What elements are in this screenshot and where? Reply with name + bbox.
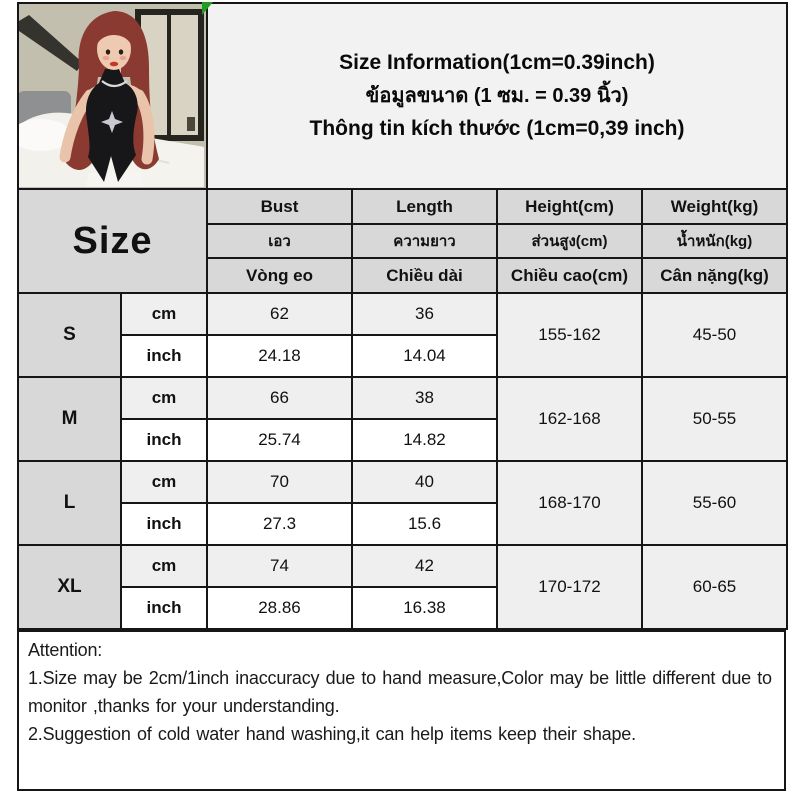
cell-m-weight: 50-55	[642, 377, 787, 461]
header-height-vi: Chiều cao(cm)	[497, 258, 642, 293]
cell-l-cm-length: 40	[352, 461, 497, 503]
cell-m-cm-bust: 66	[207, 377, 352, 419]
unit-cm-l: cm	[121, 461, 207, 503]
header-bust-vi: Vòng eo	[207, 258, 352, 293]
cell-xl-height: 170-172	[497, 545, 642, 629]
page-title-vi: Thông tin kích thước (1cm=0,39 inch)	[309, 117, 685, 141]
header-length-en: Length	[352, 189, 497, 224]
attention-line-1: 1.Size may be 2cm/1inch inaccuracy due to hand measure,Color may be little different due to monitor ,thanks for your understanding.	[28, 667, 772, 716]
page-title-en: Size Information(1cm=0.39inch)	[339, 50, 655, 74]
size-label-l: L	[18, 461, 121, 545]
cell-l-inch-length: 15.6	[352, 503, 497, 545]
cell-l-height: 168-170	[497, 461, 642, 545]
cell-s-cm-bust: 62	[207, 293, 352, 335]
header-height-en: Height(cm)	[497, 189, 642, 224]
header-weight-vi: Cân nặng(kg)	[642, 258, 787, 293]
cell-l-weight: 55-60	[642, 461, 787, 545]
cell-xl-cm-bust: 74	[207, 545, 352, 587]
cell-xl-cm-length: 42	[352, 545, 497, 587]
cell-m-inch-length: 14.82	[352, 419, 497, 461]
attention-box	[17, 630, 786, 791]
attention-line-2: 2.Suggestion of cold water hand washing,it can help items keep their shape.	[28, 723, 636, 744]
unit-cm-xl: cm	[121, 545, 207, 587]
model-photo-cell	[18, 3, 207, 189]
cell-xl-inch-bust: 28.86	[207, 587, 352, 629]
cell-s-height: 155-162	[497, 293, 642, 377]
size-chart-sheet	[17, 2, 786, 791]
size-label-xl: XL	[18, 545, 121, 629]
unit-inch-m: inch	[121, 419, 207, 461]
header-length-vi: Chiều dài	[352, 258, 497, 293]
unit-inch-s: inch	[121, 335, 207, 377]
attention-heading: Attention:	[28, 640, 103, 660]
unit-inch-l: inch	[121, 503, 207, 545]
cell-s-weight: 45-50	[642, 293, 787, 377]
unit-cm-s: cm	[121, 293, 207, 335]
header-size: Size	[18, 189, 207, 293]
header-weight-en: Weight(kg)	[642, 189, 787, 224]
cell-l-inch-bust: 27.3	[207, 503, 352, 545]
header-weight-th: น้ำหนัก(kg)	[642, 224, 787, 258]
unit-cm-m: cm	[121, 377, 207, 419]
cell-s-cm-length: 36	[352, 293, 497, 335]
cell-l-cm-bust: 70	[207, 461, 352, 503]
green-corner-marker	[202, 2, 214, 15]
header-height-th: ส่วนสูง(cm)	[497, 224, 642, 258]
cell-s-inch-length: 14.04	[352, 335, 497, 377]
cell-m-inch-bust: 25.74	[207, 419, 352, 461]
size-table	[17, 2, 788, 630]
size-label-s: S	[18, 293, 121, 377]
size-label-m: M	[18, 377, 121, 461]
header-length-th: ความยาว	[352, 224, 497, 258]
unit-inch-xl: inch	[121, 587, 207, 629]
cell-xl-weight: 60-65	[642, 545, 787, 629]
green-corner-triangle	[202, 2, 213, 15]
header-bust-th: เอว	[207, 224, 352, 258]
cell-xl-inch-length: 16.38	[352, 587, 497, 629]
model-photo	[19, 5, 204, 187]
page-title-th: ข้อมูลขนาด (1 ซม. = 0.39 นิ้ว)	[365, 84, 629, 107]
cell-s-inch-bust: 24.18	[207, 335, 352, 377]
title-cell	[207, 3, 787, 189]
cell-m-height: 162-168	[497, 377, 642, 461]
cell-m-cm-length: 38	[352, 377, 497, 419]
header-bust-en: Bust	[207, 189, 352, 224]
